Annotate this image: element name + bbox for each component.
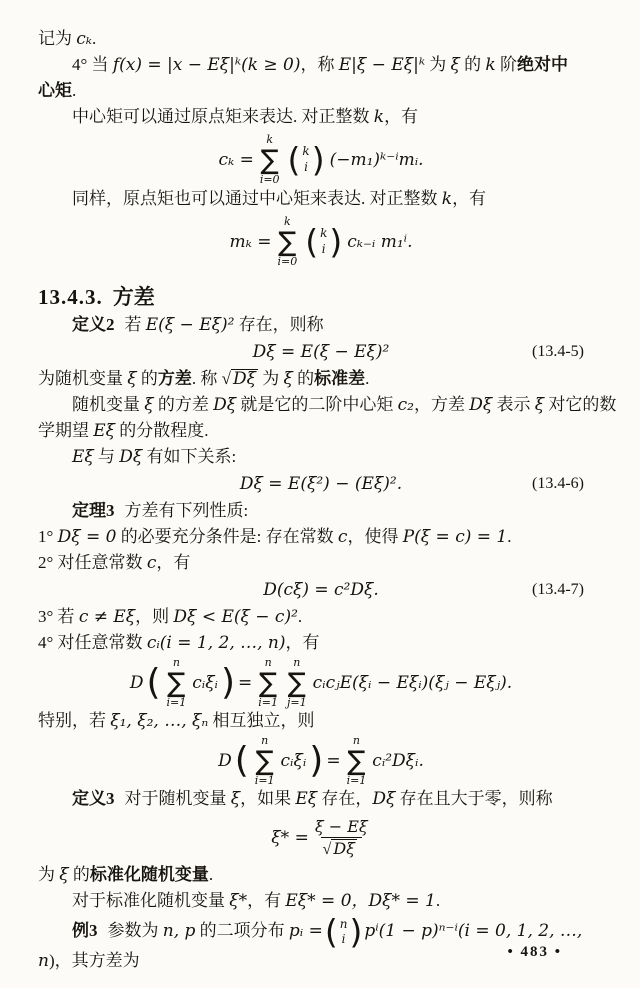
text-segment: . (365, 369, 370, 388)
text-segment: 的 (459, 55, 486, 74)
text-segment: . (435, 891, 441, 910)
text-segment: 与 (93, 447, 120, 466)
sum-upper-limit: k (283, 214, 291, 228)
text-segment: 特别，若 (38, 711, 111, 730)
binomial-coefficient (287, 139, 325, 179)
paragraph-independence (38, 708, 604, 734)
math-segment: pᵢ = (288, 921, 323, 941)
text-segment: 对于随机变量 (124, 789, 231, 808)
math-segment: ξ (283, 369, 293, 389)
math-segment: Dξ < E(ξ − c)² (173, 607, 298, 627)
sigma-symbol: ∑ (260, 144, 279, 176)
math-segment: c ≠ Eξ (78, 607, 136, 627)
math-segment: ξ (534, 395, 545, 415)
bold-term: 绝对中 (516, 55, 568, 74)
paragraph-raw-from-central (38, 186, 604, 212)
formula-variance-relation (38, 470, 604, 498)
bold-term: 心矩 (38, 81, 72, 100)
binom-top: n (339, 916, 348, 931)
example-label: 例3 (72, 921, 98, 940)
text-segment: 存在且大于零，则称 (395, 789, 553, 808)
equation-number: (13.4-5) (532, 343, 584, 360)
formula-variance-linear-combination (38, 655, 604, 709)
math-segment: n (38, 951, 49, 971)
binom-bottom: i (321, 242, 326, 256)
paragraph-relation-intro (38, 444, 604, 470)
text-segment: ，有 (384, 107, 419, 126)
text-segment: 的 (136, 369, 158, 388)
definition-label: 定义2 (72, 315, 115, 334)
text-segment: 的二项分布 (195, 921, 289, 940)
math-segment: Eξ (295, 789, 318, 809)
bold-term: 标准差 (314, 369, 366, 388)
text-segment: ，如果 (240, 789, 296, 808)
text-segment: ，使得 (347, 527, 403, 546)
sum-upper-limit: n (264, 655, 272, 669)
binom-bottom: i (304, 160, 308, 174)
text-segment: 为随机变量 (38, 369, 128, 388)
text-segment: . (297, 607, 303, 626)
radical-symbol: √ (322, 840, 332, 858)
paragraph-theorem-3 (38, 498, 604, 524)
sum-upper-limit: n (261, 733, 269, 747)
section-heading (38, 282, 604, 312)
math-segment: n, p (162, 921, 196, 941)
math-segment: Dξ (333, 838, 355, 858)
text-segment: 记为 (38, 29, 77, 48)
formula-variance-scaling (38, 576, 604, 604)
right-paren: ) (311, 139, 325, 179)
paragraph-central-from-raw (38, 104, 604, 130)
sum-lower-limit: i=0 (277, 254, 298, 268)
math-segment: = (238, 673, 253, 693)
math-segment: ξ* = (271, 828, 309, 848)
property-3 (38, 604, 604, 630)
math-segment: D (129, 673, 144, 693)
binom-top: k (320, 226, 328, 241)
sigma-symbol: ∑ (167, 667, 186, 699)
math-segment: Eξ (72, 447, 94, 467)
text-segment: ，有 (156, 553, 191, 572)
right-paren: ) (329, 221, 343, 261)
text-segment: ，称 (300, 55, 339, 74)
text-segment: 阶 (495, 55, 517, 74)
text-segment: . (91, 29, 97, 48)
math-segment: ξ (127, 369, 137, 389)
page-number: • 483 • (507, 944, 562, 960)
radical-symbol: √ (221, 369, 231, 388)
text-segment: 1° (38, 527, 58, 546)
math-segment: cᵢ²Dξᵢ. (372, 751, 424, 771)
bold-term: 标准化随机变量 (89, 865, 209, 884)
binom-bottom: i (341, 932, 346, 947)
math-segment: ξ (450, 55, 460, 75)
text-segment: 对于标准化随机变量 (72, 891, 230, 910)
math-segment: c₂ (397, 395, 414, 415)
paragraph-variance-meaning (38, 392, 617, 418)
text-segment: 相互独立，则 (208, 711, 315, 730)
sigma-symbol: ∑ (255, 745, 274, 777)
paragraph-definition-2 (38, 312, 604, 338)
math-segment: Dξ (119, 447, 143, 467)
fraction-numerator: ξ − Eξ (314, 816, 368, 836)
sum-upper-limit: n (293, 655, 301, 669)
formula-raw-moment-from-central (38, 216, 604, 268)
section-title: 方差 (112, 285, 155, 309)
binomial-coefficient (305, 221, 343, 261)
math-segment: (−m₁)ᵏ⁻ⁱmᵢ. (329, 150, 424, 170)
sum-lower-limit: i=1 (258, 695, 279, 709)
text-segment: 学期望 (38, 421, 94, 440)
text-segment: ，有 (452, 189, 487, 208)
paragraph-definition-3 (38, 786, 604, 812)
math-segment: D(cξ) = c²Dξ. (263, 580, 379, 600)
text-segment: . 称 (191, 369, 222, 388)
math-segment: ξ (144, 395, 154, 415)
paragraph-standardized-term (38, 862, 604, 888)
text-segment: 的方差 (153, 395, 214, 414)
definition-label: 定义3 (72, 789, 115, 808)
left-paren: ( (146, 661, 161, 703)
math-segment: ξ* (229, 891, 248, 911)
math-segment: pⁱ(1 − p)ⁿ⁻ⁱ(i = 0, 1, 2, …, (364, 921, 583, 941)
formula-variance-independent-sum (38, 733, 604, 787)
sum-lower-limit: i=1 (346, 773, 367, 787)
text-segment: . (72, 81, 77, 100)
math-segment: ξ (59, 865, 69, 885)
math-segment: Eξ (93, 421, 116, 441)
fraction-denominator (321, 837, 362, 860)
math-segment: D (218, 751, 232, 771)
math-segment: E(ξ − Eξ)² (145, 315, 235, 335)
sum-lower-limit: i=1 (166, 695, 187, 709)
math-segment: Dξ = 0 (57, 527, 117, 547)
sigma-symbol: ∑ (259, 667, 278, 699)
paragraph-continuation (38, 78, 604, 104)
text-segment: ，方差 (413, 395, 470, 414)
sum-upper-limit: n (352, 733, 360, 747)
text-segment: 4° 对任意常数 (38, 633, 147, 652)
math-segment: E|ξ − Eξ|ᵏ (338, 55, 426, 75)
math-segment: = (326, 751, 341, 771)
text-segment: 对它的数 (544, 395, 617, 414)
summation (260, 134, 280, 186)
text-segment: 3° 若 (38, 607, 79, 626)
section-number: 13.4.3. (38, 285, 103, 309)
formula-central-moment-from-raw (38, 134, 604, 186)
summation (287, 657, 307, 709)
text-segment: . (208, 865, 214, 884)
math-segment: ξ₁, ξ₂, …, ξₙ (110, 711, 209, 731)
binom-top: k (302, 144, 310, 159)
text-segment: 的 (292, 369, 315, 388)
text-segment: 就是它的二阶中心矩 (236, 395, 398, 414)
sigma-symbol: ∑ (347, 745, 366, 777)
text-segment: 有如下关系: (142, 447, 237, 466)
text-segment: 的必要充分条件是: 存在常数 (116, 527, 338, 546)
property-2 (38, 550, 604, 576)
right-paren: ) (220, 661, 236, 703)
summation (167, 657, 187, 709)
math-segment: cₖ₋ᵢ m₁ⁱ. (347, 232, 413, 252)
text-segment: 为 (425, 55, 451, 74)
equation-number: (13.4-7) (532, 581, 584, 598)
text-segment: 表示 (492, 395, 535, 414)
equation-number: (13.4-6) (532, 475, 584, 492)
math-segment: ξ (230, 789, 241, 809)
left-paren: ( (305, 221, 319, 261)
sum-lower-limit: j=1 (287, 695, 307, 709)
text-segment: ，则 (135, 607, 174, 626)
math-segment: cₖ = (218, 150, 254, 170)
summation (255, 735, 275, 787)
math-segment: P(ξ = c) = 1 (402, 527, 508, 547)
math-segment: c (337, 527, 348, 547)
right-paren: ) (349, 912, 363, 952)
sum-lower-limit: i=1 (254, 773, 275, 787)
text-segment: 中心矩可以通过原点矩来表达. 对正整数 (72, 107, 374, 126)
math-segment: mₖ = (229, 232, 272, 252)
math-segment: k (485, 55, 496, 75)
text-segment: . (507, 527, 512, 546)
left-paren: ( (324, 912, 338, 952)
math-segment: Dξ (213, 395, 237, 415)
sum-upper-limit: k (266, 132, 274, 146)
math-segment: Dξ (232, 369, 256, 389)
text-segment: 为 (38, 865, 60, 884)
math-segment: Dξ (372, 789, 396, 809)
math-segment: cₖ (76, 29, 92, 49)
summation (347, 735, 367, 787)
summation (277, 216, 297, 268)
left-paren: ( (287, 139, 301, 179)
math-segment: Eξ* = 0，Dξ* = 1 (285, 891, 436, 911)
math-segment: c (146, 553, 157, 573)
right-paren: ) (309, 739, 324, 781)
paragraph-absolute-central-moment (38, 52, 604, 78)
math-segment: Dξ = E(ξ − Eξ)² (252, 342, 390, 362)
left-paren: ( (234, 739, 249, 781)
text-segment: 存在，则称 (234, 315, 324, 334)
text-segment: 4° 当 (72, 55, 113, 74)
text-segment: 同样，原点矩也可以通过中心矩来表达. 对正整数 (72, 189, 442, 208)
paragraph-standardized-properties (38, 888, 604, 914)
math-segment: f(x) = |x − Eξ|ᵏ(k ≥ 0) (112, 55, 301, 75)
text-segment: 方差有下列性质: (124, 501, 249, 520)
text-segment: )，其方差为 (48, 951, 140, 970)
formula-standardized-variable (38, 814, 604, 862)
text-segment: ，有 (285, 633, 320, 652)
fraction (315, 817, 368, 860)
paragraph-denoted-as (38, 26, 604, 52)
math-segment: cᵢcⱼE(ξᵢ − Eξᵢ)(ξⱼ − Eξⱼ). (312, 673, 513, 693)
text-segment: 的 (68, 865, 90, 884)
sigma-symbol: ∑ (287, 667, 306, 699)
theorem-label: 定理3 (72, 501, 115, 520)
math-segment: Dξ = E(ξ²) − (Eξ)². (239, 474, 403, 494)
text-segment: 参数为 (107, 921, 163, 940)
summation (258, 657, 278, 709)
sum-lower-limit: i=0 (259, 172, 280, 186)
text-segment: 随机变量 (72, 395, 145, 414)
math-segment: k (441, 189, 453, 209)
math-segment: k (373, 107, 385, 127)
text-segment: 存在， (317, 789, 373, 808)
text-segment: 的分散程度. (115, 421, 209, 440)
math-segment: cᵢξᵢ (280, 751, 307, 771)
math-segment: cᵢξᵢ (192, 673, 218, 693)
sum-upper-limit: n (172, 655, 180, 669)
math-segment: Dξ (469, 395, 493, 415)
text-segment: ，有 (247, 891, 286, 910)
math-segment: cᵢ(i = 1, 2, …, n) (146, 633, 286, 653)
sigma-symbol: ∑ (278, 226, 297, 258)
property-4 (38, 630, 604, 656)
bold-term: 方差 (157, 369, 192, 388)
paragraph-variance-meaning-cont (38, 418, 604, 444)
binomial-coefficient (324, 912, 363, 952)
text-segment: 为 (257, 369, 284, 388)
formula-variance-definition (38, 338, 604, 366)
property-1 (38, 524, 604, 550)
text-segment: 2° 对任意常数 (38, 553, 147, 572)
paragraph-variance-term (38, 366, 604, 392)
text-segment: 若 (124, 315, 146, 334)
